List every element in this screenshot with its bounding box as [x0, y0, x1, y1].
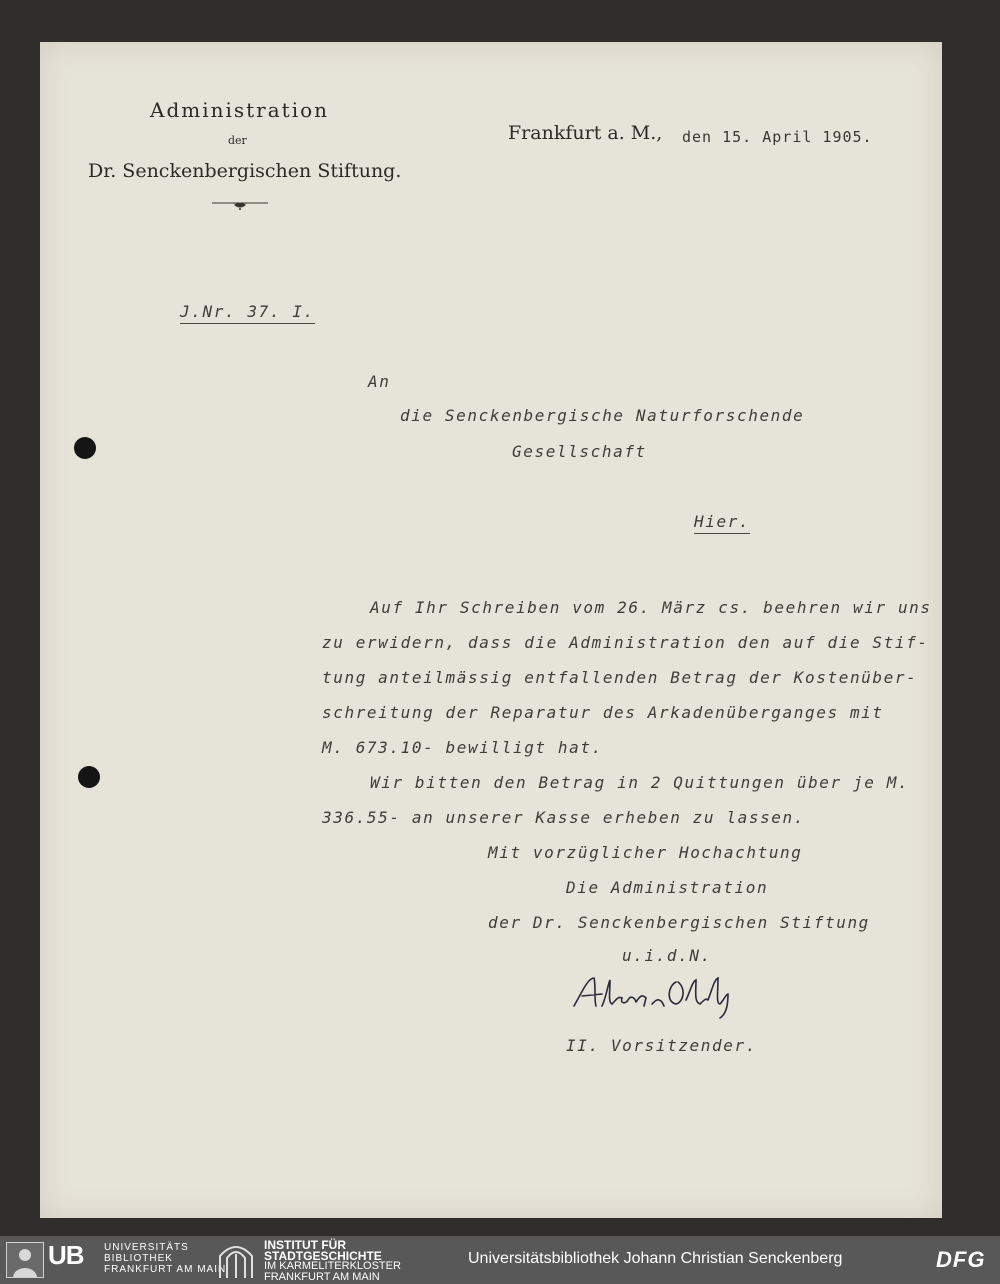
- ornament-icon: [212, 200, 268, 210]
- signatory-title: II. Vorsitzender.: [566, 1036, 757, 1055]
- handwritten-signature: [568, 970, 738, 1022]
- footer-bar: [0, 1236, 1000, 1284]
- body-line-2: zu erwidern, dass die Administration den auf die Stif-: [322, 633, 929, 652]
- ub-line-2: BIBLIOTHEK: [104, 1253, 173, 1264]
- closing-greeting: Mit vorzüglicher Hochachtung: [488, 843, 803, 862]
- body-line-4: schreitung der Reparatur des Arkadenüberganges mit: [322, 703, 884, 722]
- isg-line-1: INSTITUT FÜR: [264, 1238, 346, 1252]
- letter-page: [40, 42, 942, 1218]
- body-line-3: tung anteilmässig entfallenden Betrag der Kostenüber-: [322, 668, 918, 687]
- isg-name: [264, 1240, 401, 1282]
- closing-abbrev: u.i.d.N.: [622, 946, 712, 965]
- recipient-location: Hier.: [694, 512, 750, 534]
- letterhead-der: der: [228, 134, 247, 147]
- isg-line-2: STADTGESCHICHTE: [264, 1248, 382, 1263]
- reference-number: J.Nr. 37. I.: [180, 302, 315, 324]
- ub-name: [104, 1242, 226, 1275]
- isg-line-3: IM KARMELITERKLOSTER: [264, 1260, 401, 1272]
- punch-hole-bottom: [78, 766, 100, 788]
- punch-hole-top: [74, 437, 96, 459]
- isg-line-4: FRANKFURT AM MAIN: [264, 1270, 380, 1283]
- dfg-logo: DFG: [936, 1247, 986, 1272]
- letterhead-foundation: Dr. Senckenbergischen Stiftung.: [88, 160, 402, 182]
- arch-logo-icon: [216, 1242, 256, 1278]
- salutation-an: An: [368, 372, 391, 391]
- date: den 15. April 1905.: [682, 128, 873, 146]
- body-line-5: M. 673.10- bewilligt hat.: [322, 738, 603, 757]
- ub-line-3: FRANKFURT AM MAIN: [104, 1264, 227, 1275]
- ub-logo-text: UB: [48, 1240, 84, 1270]
- recipient-line-1: die Senckenbergische Naturforschende: [400, 406, 805, 425]
- closing-org-2: der Dr. Senckenbergischen Stiftung: [488, 913, 870, 932]
- portrait-logo-icon: [6, 1242, 44, 1278]
- body-line-1: Auf Ihr Schreiben vom 26. März cs. beehren wir uns: [370, 598, 932, 617]
- body-line-6: Wir bitten den Betrag in 2 Quittungen über je M.: [370, 773, 910, 792]
- ub-line-1: UNIVERSITÄTS: [104, 1242, 189, 1253]
- letterhead-title: Administration: [150, 98, 330, 122]
- closing-org-1: Die Administration: [566, 878, 769, 897]
- body-line-7: 336.55- an unserer Kasse erheben zu lassen.: [322, 808, 806, 827]
- recipient-line-2: Gesellschaft: [512, 442, 647, 461]
- library-name: Universitätsbibliothek Johann Christian Senckenberg: [468, 1250, 843, 1267]
- place: Frankfurt a. M.,: [508, 122, 663, 144]
